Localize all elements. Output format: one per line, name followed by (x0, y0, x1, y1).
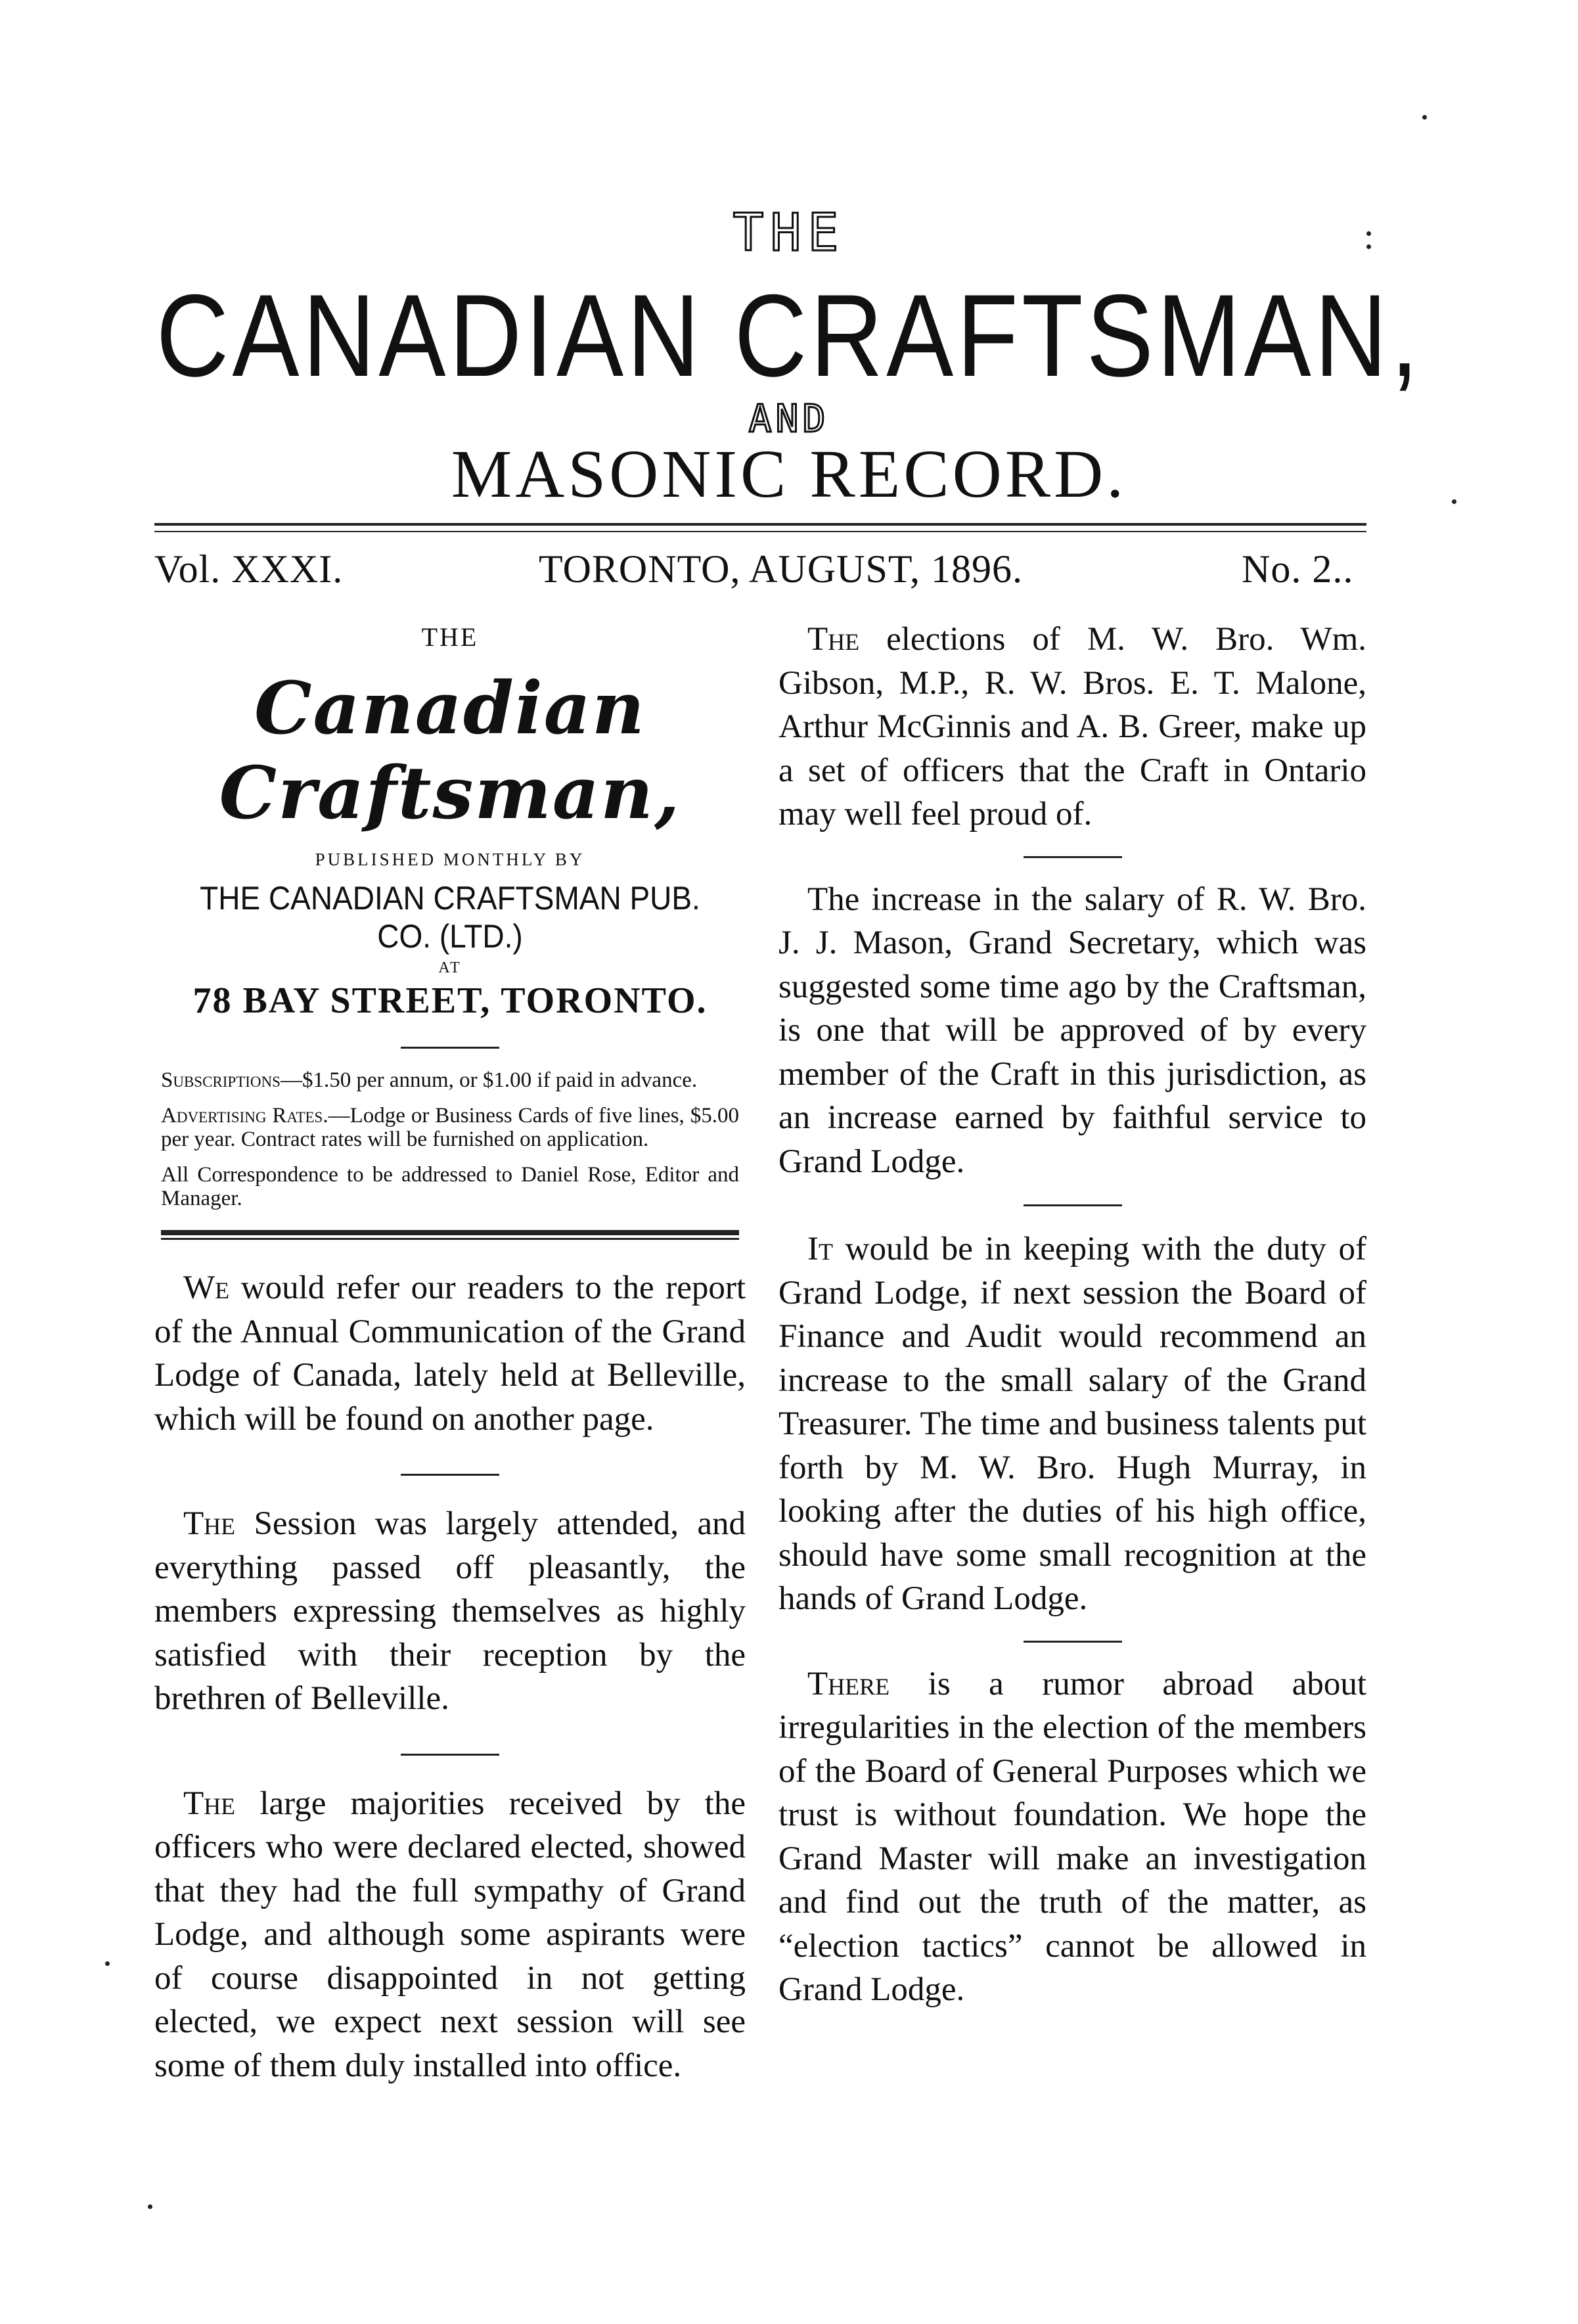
left-column (154, 618, 746, 2087)
masthead-rule-bottom (154, 531, 1366, 532)
publisher-address: 78 BAY STREET, TORONTO. (192, 980, 708, 1021)
advertising-note: Advertising Rates.—Lodge or Business Cards of five lines, $5.00 per year. Contract rates will be furnished on application. (161, 1104, 739, 1151)
article-paragraph: There is a rumor abroad about irregularities in the election of the members of the Board of General Purposes which we trust is without foundation. We hope the Grand Master will make an investigation and find out the truth of the matter, as “election tactics” cannot be allowed in Grand Lodge. (778, 1665, 1366, 2008)
issue-number: No. 2.. (1242, 547, 1354, 591)
article-paragraph: It would be in keeping with the duty of Grand Lodge, if next session the Board of Finance and Audit would recommend an increase to the small salary of the Grand Treasurer. The time and business talents put forth by M. W. Bro. Hugh Murray, in looking after the duties of his high office, should have some small recognition at the hands of Grand Lodge. (778, 1231, 1366, 1617)
publisher-at: AT (438, 959, 462, 976)
print-speck (105, 1961, 110, 1966)
masthead-title: CANADIAN CRAFTSMAN, (156, 270, 1422, 401)
divider-rule (401, 1754, 499, 1756)
correspondence-note: All Correspondence to be addressed to Daniel Rose, Editor and Manager. (161, 1163, 739, 1210)
thick-divider (161, 1230, 739, 1235)
divider-rule (1024, 1641, 1122, 1643)
publisher-published-by: PUBLISHED MONTHLY BY (315, 850, 585, 869)
issue-volume: Vol. XXXI. (154, 547, 344, 591)
divider-rule (401, 1474, 499, 1476)
right-column (778, 618, 1366, 2012)
article-paragraph: We would refer our readers to the report of the Annual Communication of the Grand Lodge of Canada, lately held at Belleville, which will be found on another page. (154, 1269, 746, 1438)
article-paragraph: The elections of M. W. Bro. Wm. Gibson, M.P., R. W. Bros. E. T. Malone, Arthur McGinnis and A. B. Greer, make up a set of officers that the Craft in Ontario may well feel proud of. (778, 621, 1366, 832)
print-speck (1422, 115, 1427, 120)
print-speck (1452, 499, 1456, 504)
issue-place-date: TORONTO, AUGUST, 1896. (539, 547, 1024, 591)
thin-divider (161, 1238, 739, 1240)
print-speck (1366, 244, 1371, 249)
masthead-rule-top (154, 523, 1366, 526)
divider-rule (401, 1047, 499, 1049)
subscriptions-note: Subscriptions—$1.50 per annum, or $1.00 if paid in advance. (161, 1068, 698, 1092)
divider-rule (1024, 1204, 1122, 1206)
article-paragraph: The increase in the salary of R. W. Bro. J. J. Mason, Grand Secretary, which was suggested some time ago by the Craftsman, is one that will be approved of by every member of the Craft in this jurisdiction, as an increase earned by faithful service to Grand Lodge. (778, 880, 1366, 1180)
publisher-title: Canadian Craftsman, (219, 666, 681, 835)
masthead-subtitle: MASONIC RECORD. (451, 436, 1127, 512)
print-speck (148, 2204, 152, 2209)
publisher-company: THE CANADIAN CRAFTSMAN PUB. CO. (LTD.) (200, 880, 700, 955)
masthead-and: AND (748, 396, 830, 441)
masthead-the: THE (733, 204, 845, 263)
article-paragraph: The Session was largely attended, and everything passed off pleasantly, the members expressing themselves as highly satisfied with their reception by the brethren of Belleville. (154, 1505, 746, 1717)
divider-rule (1024, 856, 1122, 858)
print-speck (1366, 231, 1371, 236)
article-paragraph: The large majorities received by the officers who were declared elected, showed that they had the full sympathy of Grand Lodge, and although some aspirants were of course disappointed in not getting elected, we expect next session will see some of them duly installed into office. (154, 1785, 746, 2084)
publisher-the: THE (421, 622, 479, 652)
